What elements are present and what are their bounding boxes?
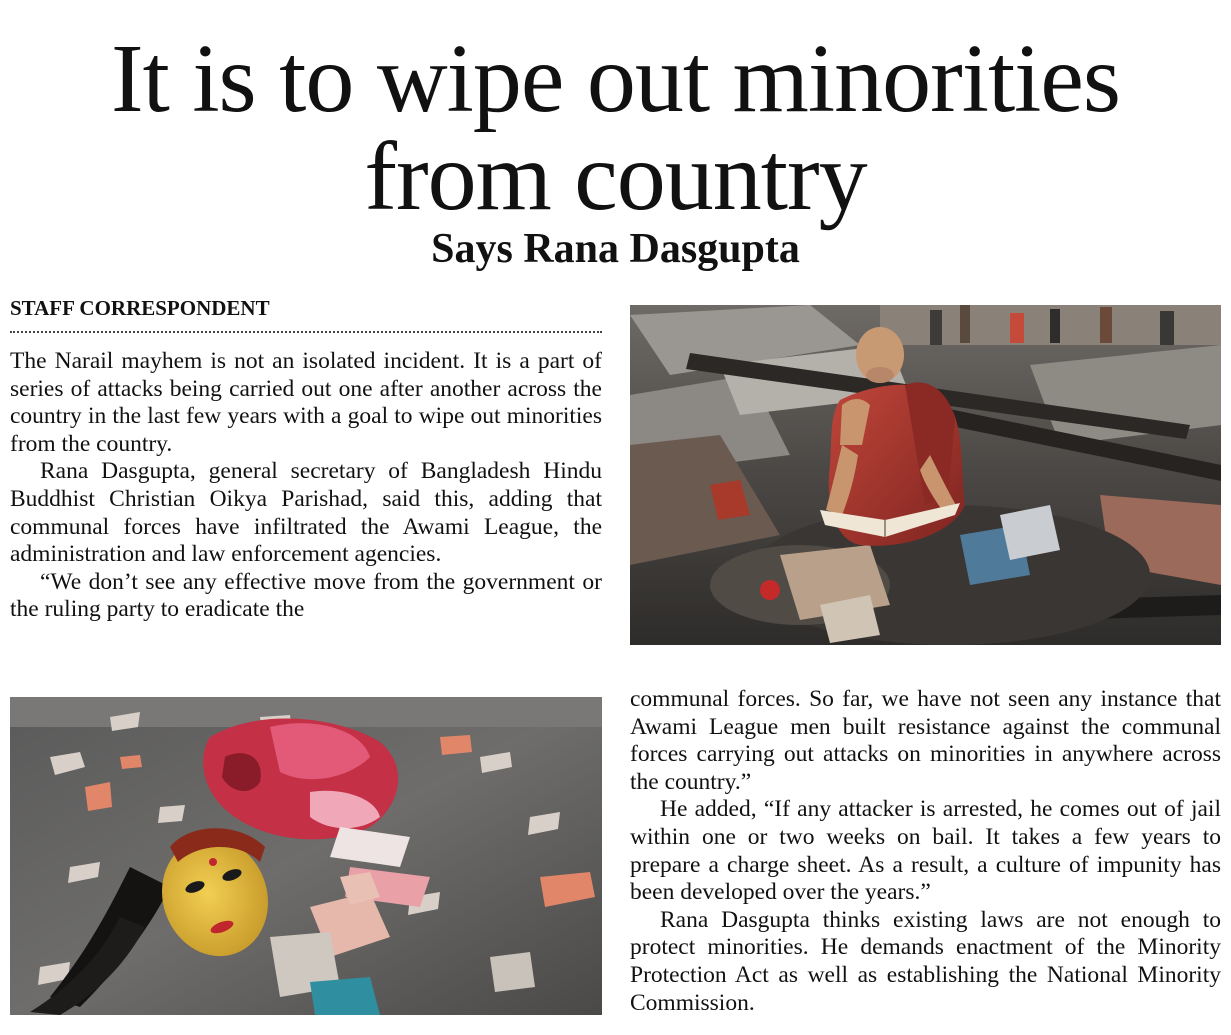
- article-column-1: [10, 348, 602, 624]
- paragraph: Rana Dasgupta thinks existing laws are not enough to protect minorities. He demands enactment of the Minority Protection Act as well as establishing the National Minority Commission.: [630, 906, 1221, 1016]
- byline: STAFF CORRESPONDENT: [10, 295, 602, 333]
- headline: [0, 25, 1231, 231]
- photo-monk-reading-in-ashes: [630, 305, 1221, 645]
- paragraph: “We don’t see any effective move from the government or the ruling party to eradicate the: [10, 568, 602, 623]
- photo-broken-idol-on-road: [10, 697, 602, 1015]
- headline-line-2: from country: [364, 123, 867, 231]
- article-column-2: [630, 686, 1221, 1017]
- paragraph: The Narail mayhem is not an isolated incident. It is a part of series of attacks being carried out one after another across the country in the last few years with a goal to wipe out minorities from the country.: [10, 348, 602, 457]
- subheadline: Says Rana Dasgupta: [431, 226, 800, 272]
- paragraph: He added, “If any attacker is arrested, he comes out of jail within one or two weeks on bail. It takes a few years to prepare a charge sheet. As a result, a culture of impunity has been developed over the years.”: [630, 796, 1221, 906]
- paragraph: communal forces. So far, we have not seen any instance that Awami League men built resistance against the communal forces carrying out attacks on minorities in anywhere across the country.”: [630, 686, 1221, 795]
- headline-line-1: It is to wipe out minorities: [110, 25, 1121, 133]
- paragraph: Rana Dasgupta, general secretary of Bangladesh Hindu Buddhist Christian Oikya Parishad, said this, adding that communal forces have infiltrated the Awami League, the administration and law enforcement agencies.: [10, 458, 602, 568]
